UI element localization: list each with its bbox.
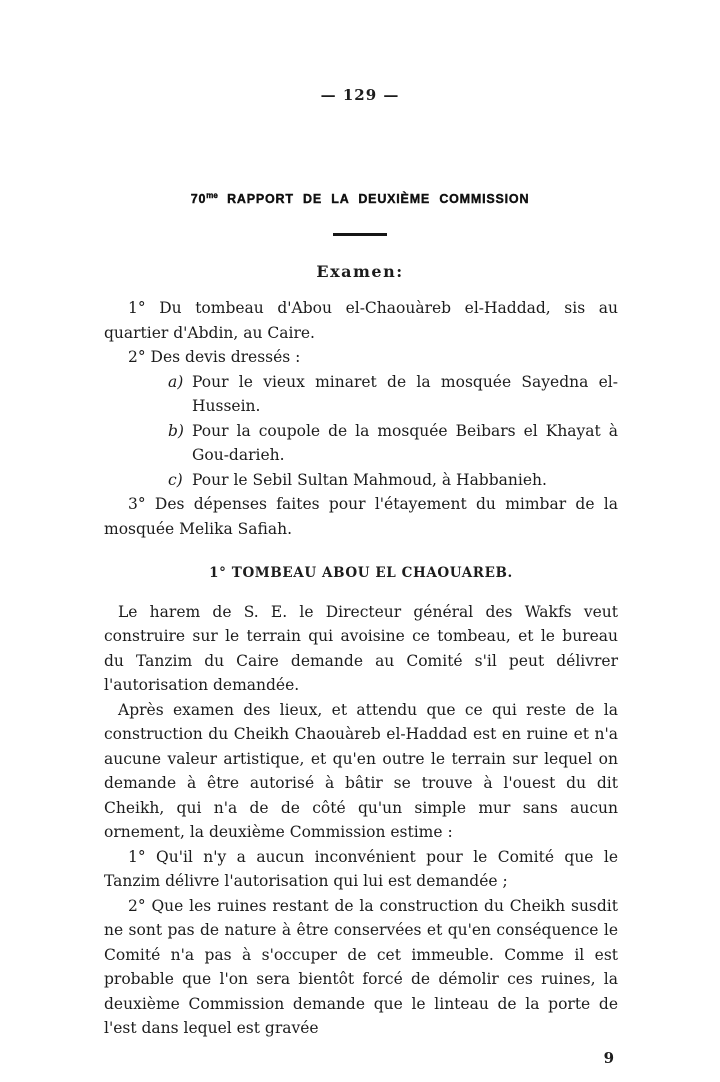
document-body bbox=[104, 296, 618, 1070]
sub-item-a-marker: a) bbox=[168, 372, 184, 391]
list-item-3: 3° Des dépenses faites pour l'étayement du mimbar de la mosquée Melika Safiah. bbox=[104, 495, 618, 538]
paragraph-apres-examen: Après examen des lieux, et attendu que ce qui reste de la construction du Cheikh Chaouàreb el-Haddad est en ruine et n'a aucune valeur artistique, et qu'en outre le terrain sur lequel on demande à être autorisé à bâtir se trouve à l'ouest du dit Cheikh, qui n'a de de côté qu'un simple mur sans aucun ornement, la deuxième Commission estime : bbox=[104, 700, 618, 841]
list-item-1: 1° Du tombeau d'Abou el-Chaouàreb el-Haddad, sis au quartier d'Abdin, au Caire. bbox=[104, 299, 618, 342]
report-title-text: RAPPORT DE LA DEUXIÈME COMMISSION bbox=[227, 192, 530, 206]
sub-item-b bbox=[168, 419, 618, 468]
sub-item-c bbox=[168, 468, 618, 493]
sub-item-c-marker: c) bbox=[168, 470, 183, 489]
sub-item-b-marker: b) bbox=[168, 421, 184, 440]
list-item-2: 2° Des devis dressés : bbox=[128, 348, 301, 366]
title-rule bbox=[333, 233, 387, 236]
section-heading: 1° TOMBEAU ABOU EL CHAOUAREB. bbox=[209, 565, 513, 581]
report-title-number: 70 bbox=[190, 192, 207, 206]
report-title-ordinal: me bbox=[206, 190, 218, 200]
sub-item-a-text: Pour le vieux minaret de la mosquée Sayedna el-Hussein. bbox=[192, 372, 618, 415]
page-number-top: — 129 — bbox=[320, 86, 400, 104]
sub-item-b-text: Pour la coupole de la mosquée Beibars el Khayat à Gou-darieh. bbox=[192, 421, 618, 464]
paragraph-conclusion-1: 1° Qu'il n'y a aucun inconvénient pour le Comité que le Tanzim délivre l'autorisation qui lui est demandée ; bbox=[104, 847, 618, 890]
report-title bbox=[0, 192, 720, 206]
examen-heading: Examen: bbox=[316, 262, 404, 281]
paragraph-conclusion-2: 2° Que les ruines restant de la construction du Cheikh susdit ne sont pas de nature à être conservées et qu'en conséquence le Comité n'a pas à s'occuper de cet immeuble. Comme il est probable que l'on sera bientôt forcé de démolir ces ruines, la deuxième Commission demande que le linteau de la porte de l'est dans lequel est gravée bbox=[104, 896, 618, 1037]
paragraph-harem: Le harem de S. E. le Directeur général des Wakfs veut construire sur le terrain qui avoisine ce tombeau, et le bureau du Tanzim du Caire demande au Comité s'il peut délivrer l'autorisation demandée. bbox=[104, 602, 618, 694]
sub-item-a bbox=[168, 370, 618, 419]
page-number-bottom: 9 bbox=[603, 1048, 614, 1067]
sub-item-c-text: Pour le Sebil Sultan Mahmoud, à Habbanieh. bbox=[192, 470, 547, 489]
